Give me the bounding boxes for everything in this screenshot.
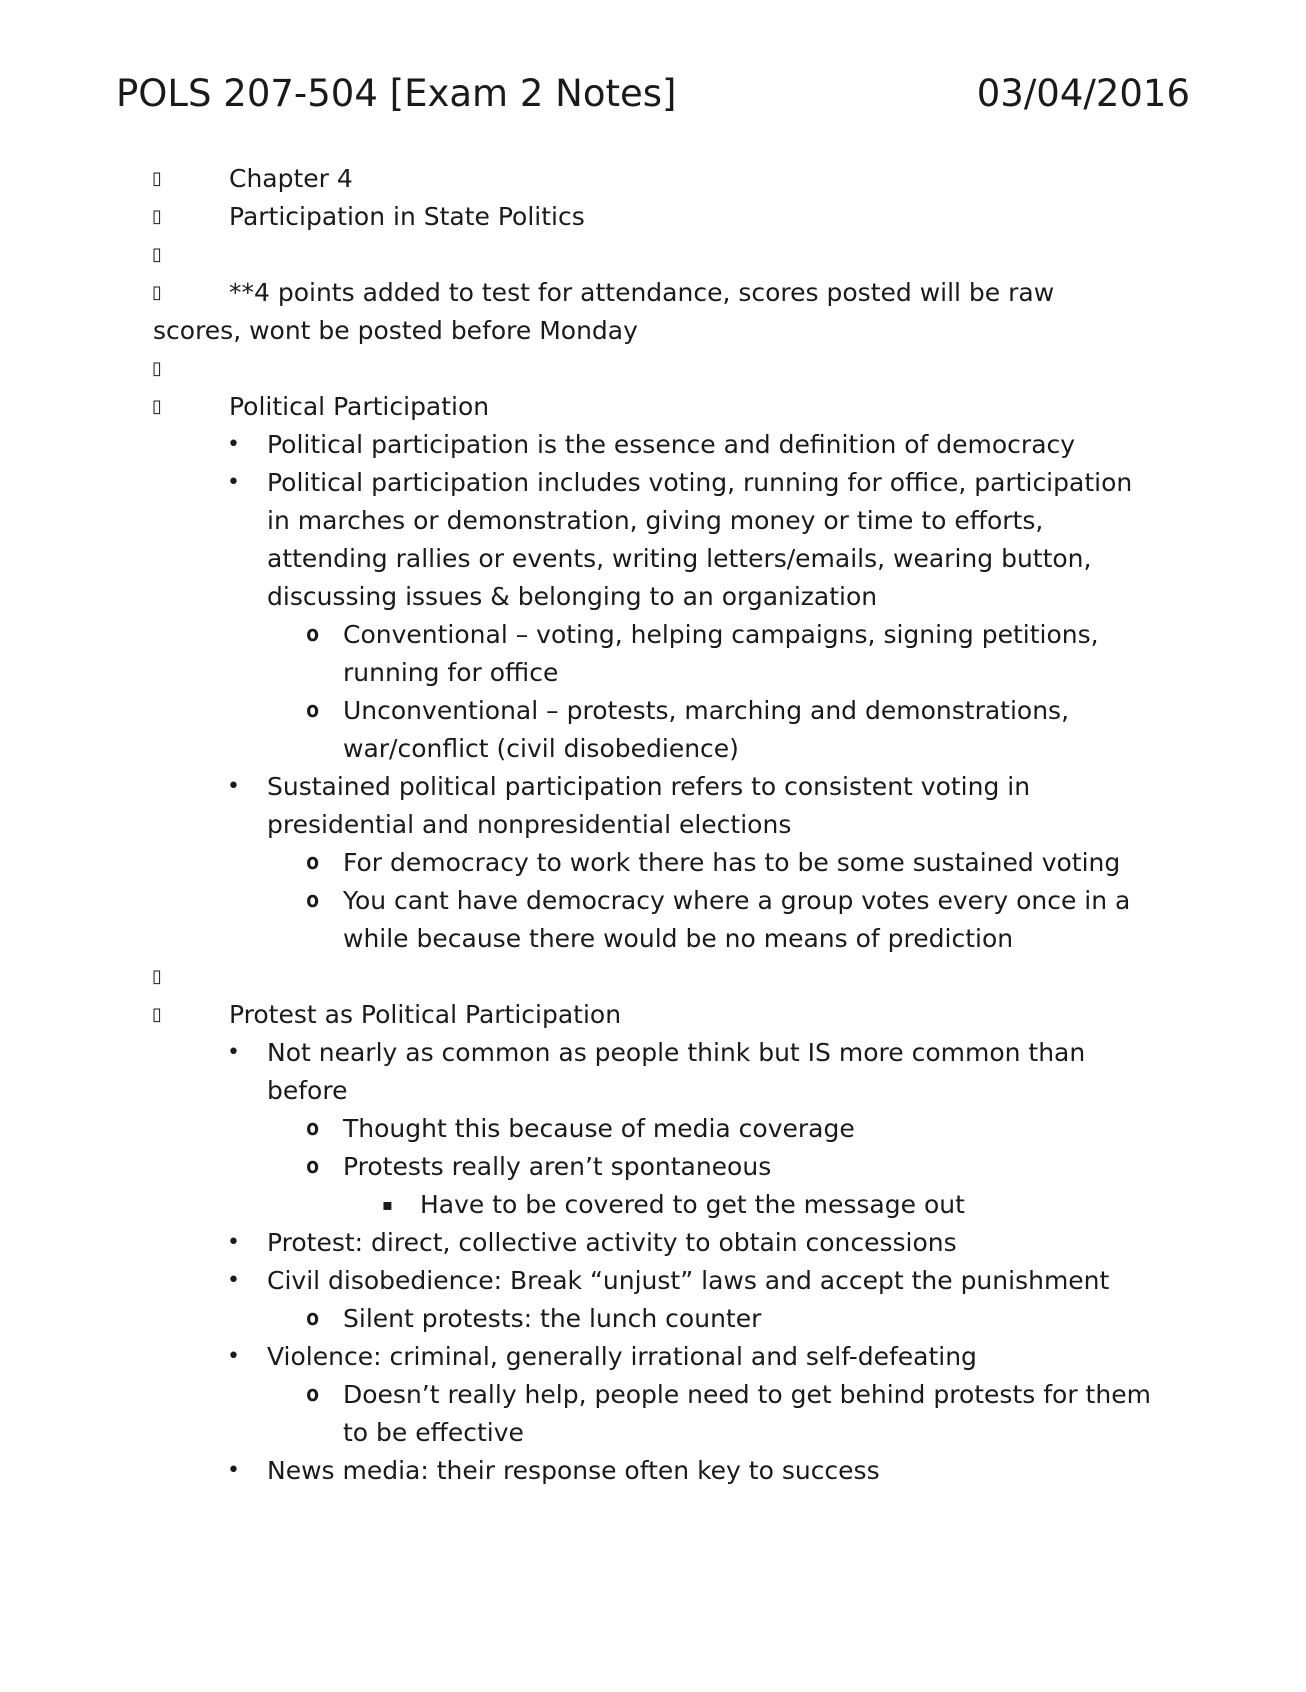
square-marker-icon: ▯ [152, 168, 162, 189]
circle-bullet-icon: o [306, 888, 320, 913]
circle-bullet-icon: o [306, 850, 320, 875]
section-heading-protest [0, 996, 1079, 1034]
list-item-text: Civil disobedience: Break “unjust” laws and accept the punishment [267, 1266, 1110, 1295]
note-line-topic [0, 198, 1079, 236]
square-bullet-icon: ▪ [382, 1195, 393, 1214]
section-heading-political-participation [0, 388, 1079, 426]
list-item [0, 1338, 1137, 1376]
list-item [0, 1224, 1137, 1262]
list-item-text: Not nearly as common as people think but IS more common than before [267, 1038, 1086, 1105]
square-marker-icon: ▯ [152, 244, 162, 265]
list-item-text: Political participation is the essence and definition of democracy [267, 430, 1076, 459]
sub-list-item-text: Conventional – voting, helping campaigns, signing petitions, running for office [343, 620, 1099, 687]
sub-list-item-text: For democracy to work there has to be some sustained voting [343, 848, 1121, 877]
attendance-note: **4 points added to test for attendance, scores posted will be raw scores, wont be posted before Monday [153, 278, 1055, 345]
sub-list-item [0, 1376, 1163, 1452]
bullet-icon: • [227, 1458, 240, 1483]
list-item [0, 1034, 1137, 1110]
bullet-icon: • [227, 432, 240, 457]
note-line-blank [0, 958, 1079, 996]
square-marker-icon: ▯ [152, 396, 162, 417]
circle-bullet-icon: o [306, 1382, 320, 1407]
circle-bullet-icon: o [306, 1116, 320, 1141]
note-line-blank [0, 236, 1079, 274]
sub-list-item-text: Doesn’t really help, people need to get behind protests for them to be effective [343, 1380, 1151, 1447]
list-item-text: Protest: direct, collective activity to obtain concessions [267, 1228, 957, 1257]
list-item [0, 464, 1137, 616]
sub-list-item [0, 692, 1163, 768]
chapter-label: Chapter 4 [229, 164, 353, 193]
square-marker-icon: ▯ [152, 206, 162, 227]
bullet-icon: • [227, 1040, 240, 1065]
section-heading: Political Participation [229, 392, 490, 421]
note-line-blank [0, 350, 1079, 388]
circle-bullet-icon: o [306, 622, 320, 647]
sub-list-item-text: Thought this because of media coverage [343, 1114, 855, 1143]
bullet-icon: • [227, 774, 240, 799]
list-item [0, 426, 1137, 464]
note-line-chapter [0, 160, 1079, 198]
sub-list-item-text: Silent protests: the lunch counter [343, 1304, 762, 1333]
sub-list-item-text: You cant have democracy where a group votes every once in a while because there would be no means of prediction [343, 886, 1131, 953]
bullet-icon: • [227, 1230, 240, 1255]
sub-list-item [0, 1300, 1163, 1338]
bullet-icon: • [227, 1344, 240, 1369]
list-item-text: Violence: criminal, generally irrational and self-defeating [267, 1342, 977, 1371]
list-item-text: Political participation includes voting, running for office, participation in marches or demonstration, giving money or time to efforts, attending rallies or events, writing letters/emails, wearing button, discussing issues & belonging to an organization [267, 468, 1133, 611]
sub-list-item-text: Unconventional – protests, marching and demonstrations, war/conflict (civil disobedience) [343, 696, 1070, 763]
note-line-attendance [0, 274, 1073, 350]
list-item [0, 1452, 1137, 1490]
sub-sub-list-item-text: Have to be covered to get the message out [420, 1190, 965, 1219]
sub-list-item [0, 844, 1163, 882]
topic-label: Participation in State Politics [229, 202, 585, 231]
document-title: POLS 207-504 [Exam 2 Notes] [116, 72, 677, 115]
sub-list-item [0, 1110, 1163, 1148]
square-marker-icon: ▯ [152, 1004, 162, 1025]
square-marker-icon: ▯ [152, 282, 162, 303]
section-heading: Protest as Political Participation [229, 1000, 622, 1029]
circle-bullet-icon: o [306, 1306, 320, 1331]
circle-bullet-icon: o [306, 698, 320, 723]
list-item [0, 768, 1137, 844]
circle-bullet-icon: o [306, 1154, 320, 1179]
sub-sub-list-item [0, 1186, 1180, 1224]
bullet-icon: • [227, 470, 240, 495]
square-marker-icon: ▯ [152, 966, 162, 987]
sub-list-item [0, 1148, 1163, 1186]
sub-list-item-text: Protests really aren’t spontaneous [343, 1152, 772, 1181]
sub-list-item [0, 616, 1163, 692]
list-item [0, 1262, 1137, 1300]
page-header [116, 72, 1190, 122]
document-date: 03/04/2016 [976, 72, 1190, 115]
sub-list-item [0, 882, 1163, 958]
bullet-icon: • [227, 1268, 240, 1293]
list-item-text: News media: their response often key to success [267, 1456, 880, 1485]
list-item-text: Sustained political participation refers to consistent voting in presidential and nonpresidential elections [267, 772, 1031, 839]
notes-content [0, 160, 1306, 1490]
square-marker-icon: ▯ [152, 358, 162, 379]
